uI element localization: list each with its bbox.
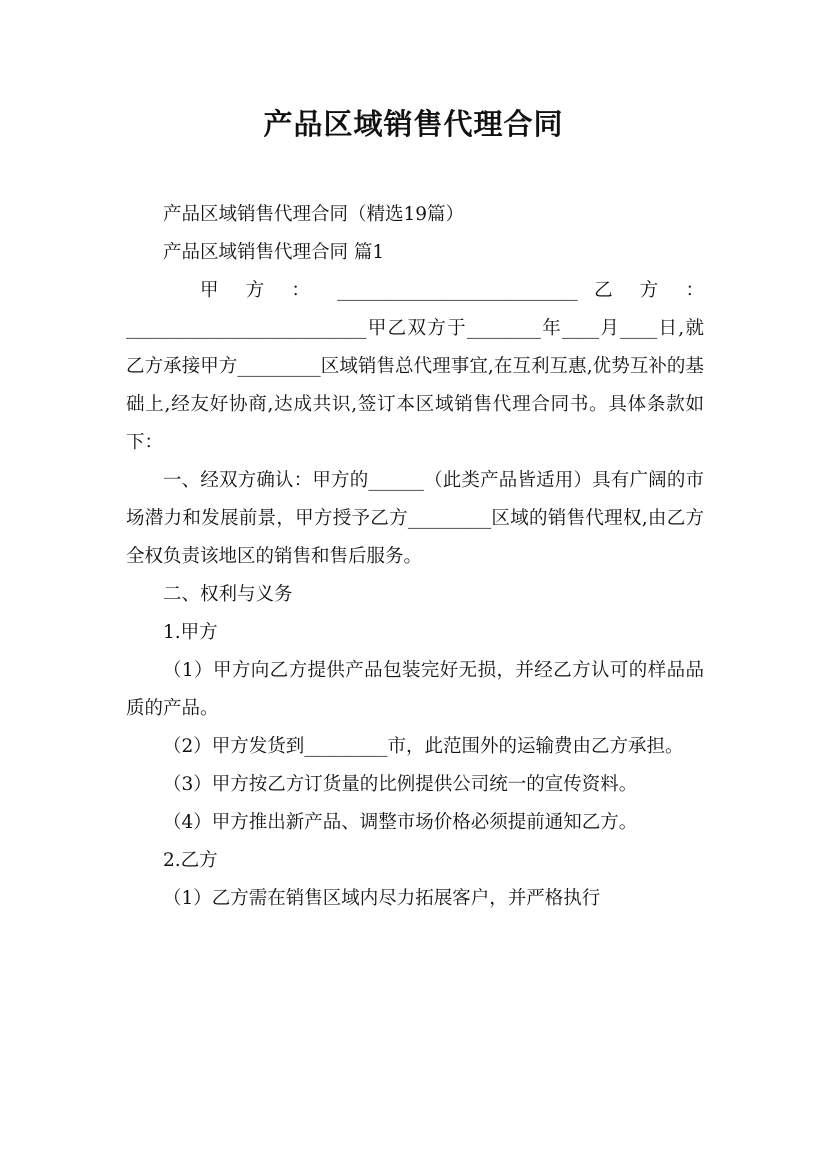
party-b-item-1: （1）乙方需在销售区域内尽力拓展客户，并严格执行	[163, 888, 601, 909]
party-a-item-4: （4）甲方推出新产品、调整市场价格必须提前通知乙方。	[163, 812, 638, 833]
party-a-heading: 1.甲方	[163, 622, 218, 643]
contract-intro-paragraph: __________________________甲乙双方于________年____月____日,就乙方承接甲方_________区域销售总代理事宜,在互利互惠,优势互补的基础上,经友好协商,达成共识,签订本区域销售代理合同书。具体条款如下：	[126, 318, 704, 453]
clause-1-paragraph: 一、经双方确认：甲方的______（此类产品皆适用）具有广阔的市场潜力和发展前景，甲方授予乙方_________区域的销售代理权,由乙方全权负责该地区的销售和售后服务。	[126, 470, 704, 567]
party-a-item-3: （3）甲方按乙方订货量的比例提供公司统一的宣传资料。	[163, 774, 638, 795]
clause-2-heading: 二、权利与义务	[163, 584, 293, 605]
party-b-heading: 2.乙方	[163, 850, 218, 871]
party-a-item-2: （2）甲方发货到_________市，此范围外的运输费由乙方承担。	[163, 736, 684, 757]
section-heading: 产品区域销售代理合同 篇1	[163, 242, 385, 263]
subtitle-paragraph: 产品区域销售代理合同（精选19篇）	[163, 204, 465, 225]
document-body	[126, 196, 704, 918]
document-title: 产品区域销售代理合同	[263, 107, 564, 141]
parties-line: 甲 方 ： __________________________ 乙 方 ：	[200, 280, 704, 301]
party-a-item-1: （1）甲方向乙方提供产品包装完好无损，并经乙方认可的样品品质的产品。	[126, 660, 704, 719]
